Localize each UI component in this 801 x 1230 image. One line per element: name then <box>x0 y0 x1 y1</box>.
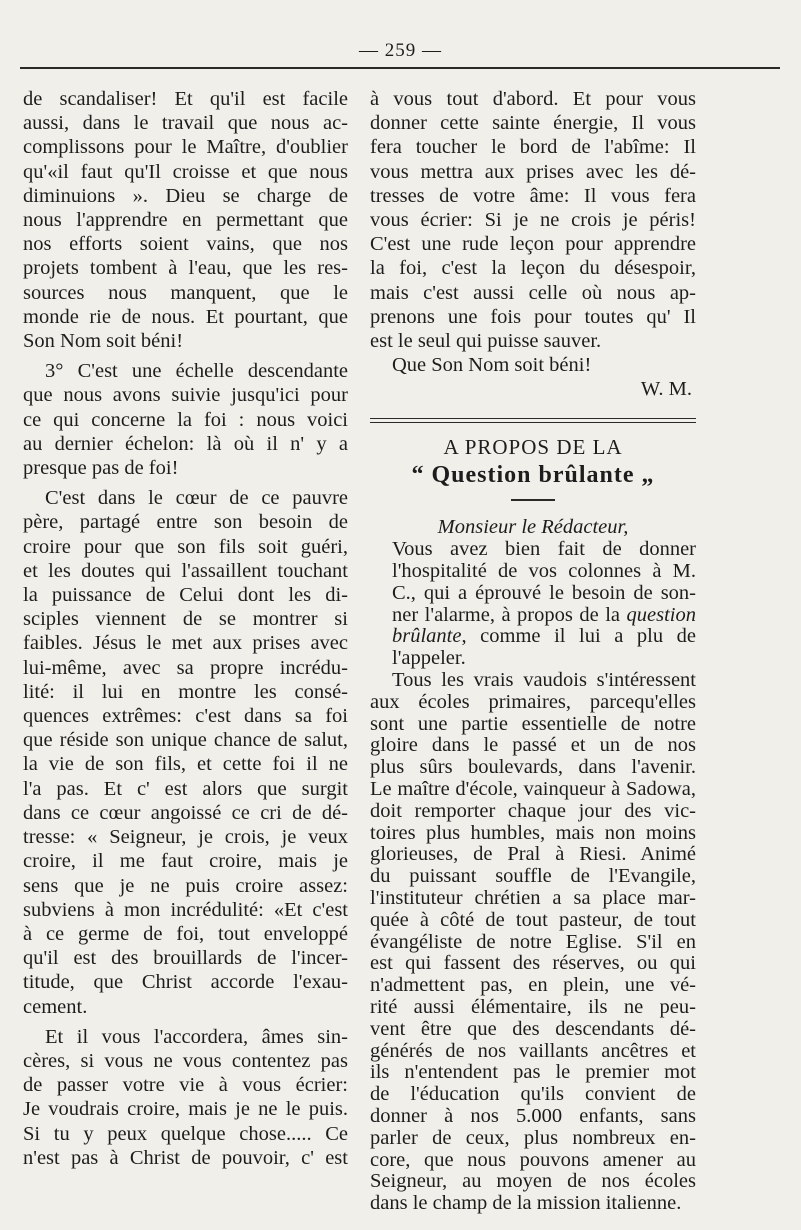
italic-fragment: brûlante <box>392 625 462 648</box>
text-line: est qui fassent des réserves, ou qui <box>370 952 696 975</box>
right-paragraph-1 <box>370 87 696 353</box>
section-divider <box>370 418 696 419</box>
text-line <box>370 626 696 648</box>
text-line: et les doutes qui l'assaillent touchant <box>23 559 348 582</box>
text-line: de passer votre vie à vous écrier: <box>23 1074 348 1097</box>
text-line: au dernier échelon: là où il n' y a <box>23 432 348 455</box>
text-line: n'est pas à Christ de pouvoir, c' est <box>23 1146 348 1169</box>
text-line: titude, que Christ accorde l'exau- <box>23 971 348 994</box>
text-line: vent être que des descendants dé- <box>370 1017 696 1040</box>
right-paragraph-3 <box>370 670 696 1215</box>
text-line: complissons pour le Maître, d'oublier <box>23 136 348 159</box>
text-line: plus sûrs boulevards, dans l'avenir. <box>370 756 696 779</box>
text-line: dans ce cœur angoissé ce cri de dé- <box>23 801 348 824</box>
text-line: donner cette sainte énergie, Il vous <box>370 112 696 135</box>
italic-fragment: question <box>626 603 696 626</box>
text-line: l'a pas. Et c' est alors que surgit <box>23 777 348 800</box>
text-line: nous l'apprendre en permettant que <box>23 209 348 232</box>
text-line: fera toucher le bord de l'abîme: Il <box>370 136 696 159</box>
text-line: la foi, c'est la leçon du désespoir, <box>370 257 696 280</box>
text-line: 3° C'est une échelle descendante <box>45 360 348 383</box>
text-line: ils n'entendent pas le premier mot <box>370 1061 696 1084</box>
text-line: faibles. Jésus le met aux prises avec <box>23 632 348 655</box>
text-line: C'est dans le cœur de ce pauvre <box>45 487 348 510</box>
text-line: sens que je ne puis croire assez: <box>23 874 348 897</box>
text-line: donner à nos 5.000 enfants, sans <box>370 1104 696 1127</box>
text-line: croire pour que son fils soit guéri, <box>23 535 348 558</box>
text-line: de l'éducation qu'ils convient de <box>370 1083 696 1106</box>
text-line: C'est une rude leçon pour apprendre <box>370 233 696 256</box>
text-line: gloire dans le passé et un de nos <box>370 734 696 757</box>
text-line: Si tu y peux quelque chose..... Ce <box>23 1122 348 1145</box>
text-line <box>370 605 696 627</box>
left-paragraph-4 <box>23 1025 348 1170</box>
article-heading-line2: “ Question brûlante „ <box>411 461 655 488</box>
text-line: aussi, dans le travail que nous ac- <box>23 112 348 135</box>
text-line: Et il vous l'accordera, âmes sin- <box>45 1025 348 1048</box>
text-line: aux écoles primaires, parcequ'elles <box>370 690 696 713</box>
text-line: quée à côté de tout pasteur, de tout <box>370 908 696 931</box>
signature: W. M. <box>640 378 692 401</box>
text-line: croire, il me faut croire, mais je <box>23 850 348 873</box>
text-line: projets tombent à l'eau, que les res- <box>23 257 348 280</box>
text-line: qu'«il faut qu'Il croisse et que nous <box>23 160 348 183</box>
left-paragraph-3 <box>23 486 348 1018</box>
text-line: Tous les vrais vaudois s'intéressent <box>392 669 696 692</box>
text-line: vous écrier: Si je ne crois je péris! <box>370 209 696 232</box>
text-fragment: ner l'alarme, à propos de la <box>392 603 627 626</box>
left-column <box>23 87 348 1170</box>
text-line: C., qui a éprouvé le besoin de son- <box>392 581 696 604</box>
closing-line <box>370 353 696 377</box>
text-line: diminuions ». Dieu se charge de <box>23 184 348 207</box>
text-line: la puissance de Celui dont les di- <box>23 584 348 607</box>
text-line: monde rie de nous. Et pourtant, que <box>23 305 348 328</box>
left-paragraph-2 <box>23 359 348 480</box>
text-line: vous mettra aux prises avec les dé- <box>370 160 696 183</box>
text-line: lité: il lui en montre les consé- <box>23 680 348 703</box>
text-line: Son Nom soit béni! <box>23 330 184 353</box>
text-line: ce qui concerne la foi : nous voici <box>23 408 348 431</box>
text-line: tresses de votre âme: Il vous fera <box>370 184 696 207</box>
text-line: toires plus humbles, mais non moins <box>370 821 696 844</box>
text-line: Seigneur, au moyen de nos écoles <box>370 1170 696 1193</box>
text-line: générés de nos vaillants ancêtres et <box>370 1039 696 1062</box>
left-paragraph-1 <box>23 87 348 353</box>
text-line: parler de ceux, plus nombreux en- <box>370 1126 696 1149</box>
text-line: du puissant souffle de l'Evangile, <box>370 865 696 888</box>
text-line: quences extrêmes: c'est dans sa foi <box>23 705 348 728</box>
text-line: glorieuses, de Pral à Riesi. Animé <box>370 843 696 866</box>
text-line: qu'il est des brouillards de l'incer- <box>23 947 348 970</box>
text-line: n'admettent pas, en plein, une vé- <box>370 974 696 997</box>
text-line: doit remporter chaque jour des vic- <box>370 799 696 822</box>
article-heading-line1: A PROPOS DE LA <box>443 434 623 459</box>
text-line: subviens à mon incrédulité: «Et c'est <box>23 898 348 921</box>
text-line: lui-même, avec sa propre incrédu- <box>23 656 348 679</box>
text-line: mais c'est aussi celle où nous ap- <box>370 281 696 304</box>
text-line: évangéliste de notre Eglise. S'il en <box>370 930 696 953</box>
text-line: cement. <box>23 995 88 1018</box>
text-line: Je voudrais croire, mais je ne le puis. <box>23 1098 348 1121</box>
text-line: nos efforts soient vains, que nos <box>23 233 348 256</box>
salutation: Monsieur le Rédacteur, <box>437 516 629 539</box>
text-line: que réside son unique chance de salut, <box>23 729 348 752</box>
text-line: est le seul qui puisse sauver. <box>370 330 602 353</box>
text-line: père, partagé entre son besoin de <box>23 511 348 534</box>
text-line: prenons une fois pour toutes qu' Il <box>370 305 696 328</box>
text-line: l'appeler. <box>392 647 466 670</box>
right-column <box>370 87 696 1215</box>
text-line: de scandaliser! Et qu'il est facile <box>23 88 348 110</box>
text-line: l'hospitalité de vos colonnes à M. <box>392 560 696 583</box>
text-line: l'instituteur chrétien a sa place mar- <box>370 887 696 909</box>
text-line: core, que nous pouvons amener au <box>370 1148 696 1171</box>
text-line: Le maître d'école, vainqueur à Sadowa, <box>370 778 696 801</box>
closing-text: Que Son Nom soit béni! <box>392 354 592 377</box>
text-line: dans le champ de la mission italienne. <box>370 1192 682 1215</box>
text-line: cères, si vous ne vous contentez pas <box>23 1049 348 1072</box>
short-divider <box>511 499 555 501</box>
text-line: à vous tout d'abord. Et pour vous <box>370 88 696 110</box>
text-line: la vie de son fils, et cette foi il ne <box>23 753 348 776</box>
text-line: sciples viennent de se montrer si <box>23 608 348 631</box>
right-paragraph-2 <box>370 539 696 670</box>
text-line: presque pas de foi! <box>23 457 179 480</box>
text-fragment: , comme il lui a plu de <box>461 625 696 648</box>
text-line: sources nous manquent, que le <box>23 281 348 304</box>
header-rule <box>20 67 780 69</box>
text-line: à ce germe de foi, tout enveloppé <box>23 922 348 945</box>
page-number: — 259 — <box>359 40 442 61</box>
text-line: Vous avez bien fait de donner <box>392 538 696 561</box>
text-line: sont une partie essentielle de notre <box>370 712 696 735</box>
text-line: que nous avons suivie jusqu'ici pour <box>23 384 348 407</box>
text-line: tresse: « Seigneur, je crois, je veux <box>23 826 348 849</box>
text-line: rité aussi élémentaire, ils ne peu- <box>370 995 696 1018</box>
